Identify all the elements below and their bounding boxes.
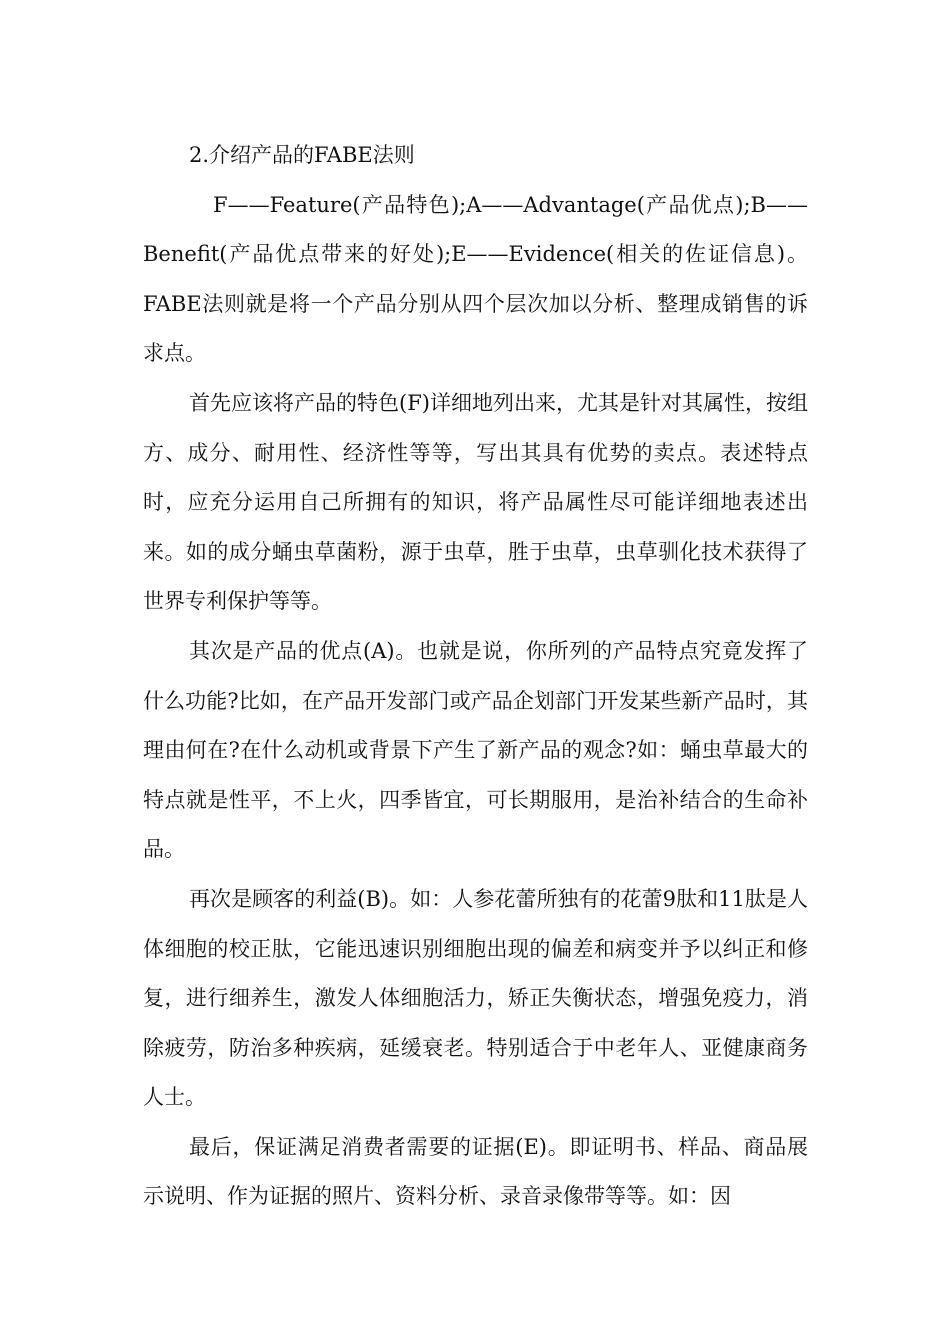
paragraph-feature: 首先应该将产品的特色(F)详细地列出来，尤其是针对其属性，按组方、成分、耐用性、经济性等等，写出其具有优势的卖点。表述特点时，应充分运用自己所拥有的知识，将产品属性尽可能详细地表述出来。如的成分蛹虫草菌粉，源于虫草，胜于虫草，虫草驯化技术获得了世界专利保护等等。 xyxy=(143,390,808,614)
document-body xyxy=(143,131,808,1222)
paragraph-fabe-definition: F——Feature(产品特色);A——Advantage(产品优点);B——Benefit(产品优点带来的好处);E——Evidence(相关的佐证信息)。FABE法则就是将一个产品分别从四个层次加以分析、整理成销售的诉求点。 xyxy=(143,192,808,366)
paragraph-evidence: 最后，保证满足消费者需要的证据(E)。即证明书、样品、商品展示说明、作为证据的照片、资料分析、录音录像带等等。如：因 xyxy=(143,1134,808,1209)
paragraph-benefit: 再次是顾客的利益(B)。如：人参花蕾所独有的花蕾9肽和11肽是人体细胞的校正肽，它能迅速识别细胞出现的偏差和病变并予以纠正和修复，进行细养生，激发人体细胞活力，矫正失衡状态，增强免疫力，消除疲劳，防治多种疾病，延缓衰老。特别适合于中老年人、亚健康商务人士。 xyxy=(143,886,808,1110)
section-heading: 2.介绍产品的FABE法则 xyxy=(189,143,415,167)
paragraph-advantage: 其次是产品的优点(A)。也就是说，你所列的产品特点究竟发挥了什么功能?比如，在产品开发部门或产品企划部门开发某些新产品时，其理由何在?在什么动机或背景下产生了新产品的观念?如：蛹虫草最大的特点就是性平，不上火，四季皆宜，可长期服用，是治补结合的生命补品。 xyxy=(143,638,808,862)
